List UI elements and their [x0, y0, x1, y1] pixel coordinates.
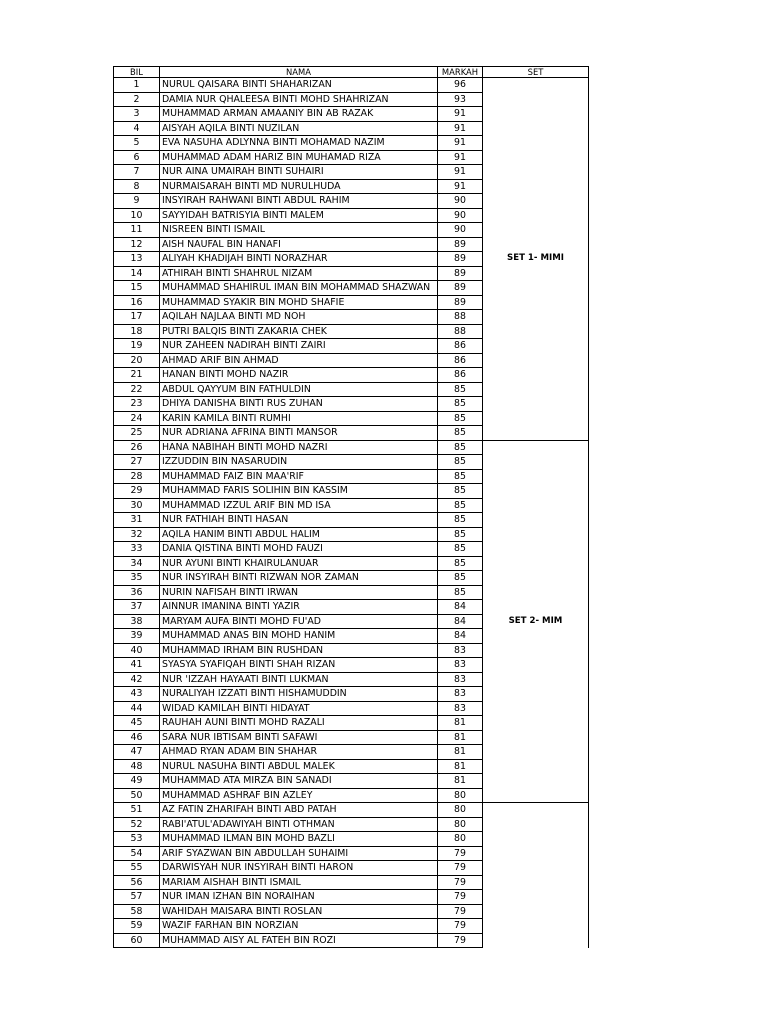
row-bil: 32	[114, 527, 160, 542]
row-nama: AISYAH AQILA BINTI NUZILAN	[160, 121, 438, 136]
row-nama: NURUL NASUHA BINTI ABDUL MALEK	[160, 759, 438, 774]
row-markah: 91	[438, 121, 483, 136]
row-markah: 85	[438, 527, 483, 542]
row-markah: 80	[438, 832, 483, 847]
row-bil: 8	[114, 179, 160, 194]
row-nama: DANIA QISTINA BINTI MOHD FAUZI	[160, 542, 438, 557]
row-markah: 91	[438, 107, 483, 122]
row-nama: WAZIF FARHAN BIN NORZIAN	[160, 919, 438, 934]
row-markah: 85	[438, 469, 483, 484]
row-bil: 6	[114, 150, 160, 165]
set-group-label: SET 2- MIM	[483, 440, 589, 803]
row-bil: 22	[114, 382, 160, 397]
row-bil: 41	[114, 658, 160, 673]
header-bil: BIL	[114, 67, 160, 78]
row-bil: 58	[114, 904, 160, 919]
row-nama: MUHAMMAD ARMAN AMAANIY BIN AB RAZAK	[160, 107, 438, 122]
row-markah: 79	[438, 890, 483, 905]
row-markah: 85	[438, 513, 483, 528]
row-bil: 54	[114, 846, 160, 861]
row-nama: INSYIRAH RAHWANI BINTI ABDUL RAHIM	[160, 194, 438, 209]
row-bil: 13	[114, 252, 160, 267]
row-markah: 88	[438, 324, 483, 339]
row-markah: 90	[438, 194, 483, 209]
row-markah: 96	[438, 78, 483, 93]
row-markah: 88	[438, 310, 483, 325]
row-bil: 30	[114, 498, 160, 513]
row-markah: 85	[438, 556, 483, 571]
row-bil: 56	[114, 875, 160, 890]
row-markah: 85	[438, 382, 483, 397]
row-markah: 86	[438, 368, 483, 383]
row-markah: 80	[438, 803, 483, 818]
row-nama: MUHAMMAD AISY AL FATEH BIN ROZI	[160, 933, 438, 948]
row-nama: KARIN KAMILA BINTI RUMHI	[160, 411, 438, 426]
row-bil: 59	[114, 919, 160, 934]
row-nama: IZZUDDIN BIN NASARUDIN	[160, 455, 438, 470]
row-nama: NUR AINA UMAIRAH BINTI SUHAIRI	[160, 165, 438, 180]
table-body	[114, 78, 589, 948]
set-group-label: SET 1- MIMI	[483, 78, 589, 441]
row-markah: 89	[438, 237, 483, 252]
row-bil: 50	[114, 788, 160, 803]
row-bil: 21	[114, 368, 160, 383]
row-markah: 91	[438, 150, 483, 165]
row-nama: WAHIDAH MAISARA BINTI ROSLAN	[160, 904, 438, 919]
row-nama: DARWISYAH NUR INSYIRAH BINTI HARON	[160, 861, 438, 876]
row-markah: 86	[438, 353, 483, 368]
row-nama: PUTRI BALQIS BINTI ZAKARIA CHEK	[160, 324, 438, 339]
row-nama: MUHAMMAD ILMAN BIN MOHD BAZLI	[160, 832, 438, 847]
row-bil: 17	[114, 310, 160, 325]
row-nama: SARA NUR IBTISAM BINTI SAFAWI	[160, 730, 438, 745]
row-bil: 35	[114, 571, 160, 586]
table-row	[114, 803, 589, 818]
row-nama: MUHAMMAD ASHRAF BIN AZLEY	[160, 788, 438, 803]
row-bil: 28	[114, 469, 160, 484]
row-nama: MUHAMMAD ADAM HARIZ BIN MUHAMAD RIZA	[160, 150, 438, 165]
row-markah: 85	[438, 397, 483, 412]
row-bil: 39	[114, 629, 160, 644]
row-bil: 26	[114, 440, 160, 455]
row-markah: 86	[438, 339, 483, 354]
row-bil: 52	[114, 817, 160, 832]
row-bil: 36	[114, 585, 160, 600]
row-bil: 57	[114, 890, 160, 905]
row-markah: 89	[438, 266, 483, 281]
row-nama: NURMAISARAH BINTI MD NURULHUDA	[160, 179, 438, 194]
row-bil: 11	[114, 223, 160, 238]
row-nama: EVA NASUHA ADLYNNA BINTI MOHAMAD NAZIM	[160, 136, 438, 151]
row-nama: NISREEN BINTI ISMAIL	[160, 223, 438, 238]
row-bil: 48	[114, 759, 160, 774]
row-bil: 5	[114, 136, 160, 151]
row-nama: MARIAM AISHAH BINTI ISMAIL	[160, 875, 438, 890]
row-nama: NUR IMAN IZHAN BIN NORAIHAN	[160, 890, 438, 905]
row-nama: RAUHAH AUNI BINTI MOHD RAZALI	[160, 716, 438, 731]
row-nama: AHMAD RYAN ADAM BIN SHAHAR	[160, 745, 438, 760]
row-nama: SYASYA SYAFIQAH BINTI SHAH RIZAN	[160, 658, 438, 673]
header-markah: MARKAH	[438, 67, 483, 78]
row-markah: 91	[438, 165, 483, 180]
row-nama: DHIYA DANISHA BINTI RUS ZUHAN	[160, 397, 438, 412]
row-markah: 85	[438, 426, 483, 441]
row-bil: 40	[114, 643, 160, 658]
table-row	[114, 78, 589, 93]
row-nama: RABI'ATUL'ADAWIYAH BINTI OTHMAN	[160, 817, 438, 832]
row-bil: 19	[114, 339, 160, 354]
row-nama: AZ FATIN ZHARIFAH BINTI ABD PATAH	[160, 803, 438, 818]
row-markah: 89	[438, 252, 483, 267]
row-bil: 7	[114, 165, 160, 180]
header-nama: NAMA	[160, 67, 438, 78]
row-markah: 90	[438, 208, 483, 223]
row-bil: 1	[114, 78, 160, 93]
row-markah: 85	[438, 440, 483, 455]
row-markah: 84	[438, 600, 483, 615]
row-nama: ALIYAH KHADIJAH BINTI NORAZHAR	[160, 252, 438, 267]
row-nama: NUR AYUNI BINTI KHAIRULANUAR	[160, 556, 438, 571]
row-nama: HANAN BINTI MOHD NAZIR	[160, 368, 438, 383]
row-bil: 45	[114, 716, 160, 731]
row-bil: 10	[114, 208, 160, 223]
row-bil: 15	[114, 281, 160, 296]
row-markah: 81	[438, 730, 483, 745]
row-bil: 34	[114, 556, 160, 571]
row-nama: AHMAD ARIF BIN AHMAD	[160, 353, 438, 368]
row-nama: MUHAMMAD IRHAM BIN RUSHDAN	[160, 643, 438, 658]
row-markah: 84	[438, 629, 483, 644]
row-markah: 90	[438, 223, 483, 238]
row-markah: 93	[438, 92, 483, 107]
row-bil: 20	[114, 353, 160, 368]
row-markah: 83	[438, 687, 483, 702]
row-nama: NUR 'IZZAH HAYAATI BINTI LUKMAN	[160, 672, 438, 687]
row-bil: 9	[114, 194, 160, 209]
header-row	[114, 67, 589, 78]
row-nama: ABDUL QAYYUM BIN FATHULDIN	[160, 382, 438, 397]
row-bil: 23	[114, 397, 160, 412]
row-bil: 4	[114, 121, 160, 136]
row-bil: 16	[114, 295, 160, 310]
row-markah: 85	[438, 542, 483, 557]
row-bil: 14	[114, 266, 160, 281]
row-bil: 18	[114, 324, 160, 339]
row-nama: MUHAMMAD ANAS BIN MOHD HANIM	[160, 629, 438, 644]
row-bil: 43	[114, 687, 160, 702]
row-markah: 85	[438, 484, 483, 499]
row-markah: 79	[438, 846, 483, 861]
row-markah: 85	[438, 455, 483, 470]
row-nama: NURIN NAFISAH BINTI IRWAN	[160, 585, 438, 600]
row-markah: 89	[438, 281, 483, 296]
row-nama: NUR ADRIANA AFRINA BINTI MANSOR	[160, 426, 438, 441]
row-markah: 80	[438, 788, 483, 803]
row-markah: 85	[438, 585, 483, 600]
row-nama: NURALIYAH IZZATI BINTI HISHAMUDDIN	[160, 687, 438, 702]
row-markah: 85	[438, 571, 483, 586]
row-nama: ATHIRAH BINTI SHAHRUL NIZAM	[160, 266, 438, 281]
row-markah: 83	[438, 643, 483, 658]
row-bil: 49	[114, 774, 160, 789]
row-bil: 55	[114, 861, 160, 876]
row-nama: MUHAMMAD SHAHIRUL IMAN BIN MOHAMMAD SHAZWAN	[160, 281, 438, 296]
row-markah: 85	[438, 411, 483, 426]
row-nama: AINNUR IMANINA BINTI YAZIR	[160, 600, 438, 615]
row-bil: 27	[114, 455, 160, 470]
row-markah: 79	[438, 919, 483, 934]
row-bil: 42	[114, 672, 160, 687]
row-nama: MARYAM AUFA BINTI MOHD FU'AD	[160, 614, 438, 629]
row-markah: 91	[438, 136, 483, 151]
table-row	[114, 440, 589, 455]
row-nama: NUR FATHIAH BINTI HASAN	[160, 513, 438, 528]
row-bil: 46	[114, 730, 160, 745]
row-markah: 79	[438, 904, 483, 919]
set-group-label	[483, 803, 589, 948]
row-markah: 80	[438, 817, 483, 832]
row-nama: MUHAMMAD FARIS SOLIHIN BIN KASSIM	[160, 484, 438, 499]
row-markah: 83	[438, 701, 483, 716]
row-nama: AISH NAUFAL BIN HANAFI	[160, 237, 438, 252]
row-markah: 79	[438, 875, 483, 890]
row-bil: 31	[114, 513, 160, 528]
row-markah: 81	[438, 745, 483, 760]
row-markah: 79	[438, 861, 483, 876]
student-marks-table	[113, 66, 589, 948]
row-bil: 29	[114, 484, 160, 499]
header-set: SET	[483, 67, 589, 78]
row-markah: 79	[438, 933, 483, 948]
row-bil: 44	[114, 701, 160, 716]
row-markah: 84	[438, 614, 483, 629]
row-markah: 83	[438, 672, 483, 687]
row-bil: 12	[114, 237, 160, 252]
row-nama: NURUL QAISARA BINTI SHAHARIZAN	[160, 78, 438, 93]
row-nama: NUR INSYIRAH BINTI RIZWAN NOR ZAMAN	[160, 571, 438, 586]
row-nama: AQILA HANIM BINTI ABDUL HALIM	[160, 527, 438, 542]
row-nama: WIDAD KAMILAH BINTI HIDAYAT	[160, 701, 438, 716]
row-bil: 60	[114, 933, 160, 948]
row-bil: 51	[114, 803, 160, 818]
row-bil: 53	[114, 832, 160, 847]
row-bil: 47	[114, 745, 160, 760]
row-bil: 25	[114, 426, 160, 441]
row-nama: MUHAMMAD FAIZ BIN MAA'RIF	[160, 469, 438, 484]
row-nama: MUHAMMAD SYAKIR BIN MOHD SHAFIE	[160, 295, 438, 310]
row-nama: MUHAMMAD IZZUL ARIF BIN MD ISA	[160, 498, 438, 513]
row-nama: AQILAH NAJLAA BINTI MD NOH	[160, 310, 438, 325]
row-nama: ARIF SYAZWAN BIN ABDULLAH SUHAIMI	[160, 846, 438, 861]
row-nama: NUR ZAHEEN NADIRAH BINTI ZAIRI	[160, 339, 438, 354]
row-markah: 81	[438, 716, 483, 731]
row-markah: 85	[438, 498, 483, 513]
row-markah: 83	[438, 658, 483, 673]
row-nama: MUHAMMAD ATA MIRZA BIN SANADI	[160, 774, 438, 789]
row-bil: 2	[114, 92, 160, 107]
row-bil: 24	[114, 411, 160, 426]
row-bil: 33	[114, 542, 160, 557]
row-bil: 3	[114, 107, 160, 122]
row-markah: 89	[438, 295, 483, 310]
student-marks-sheet	[113, 66, 588, 948]
row-markah: 81	[438, 774, 483, 789]
row-nama: HANA NABIHAH BINTI MOHD NAZRI	[160, 440, 438, 455]
row-bil: 37	[114, 600, 160, 615]
row-nama: DAMIA NUR QHALEESA BINTI MOHD SHAHRIZAN	[160, 92, 438, 107]
row-markah: 81	[438, 759, 483, 774]
row-markah: 91	[438, 179, 483, 194]
row-bil: 38	[114, 614, 160, 629]
row-nama: SAYYIDAH BATRISYIA BINTI MALEM	[160, 208, 438, 223]
